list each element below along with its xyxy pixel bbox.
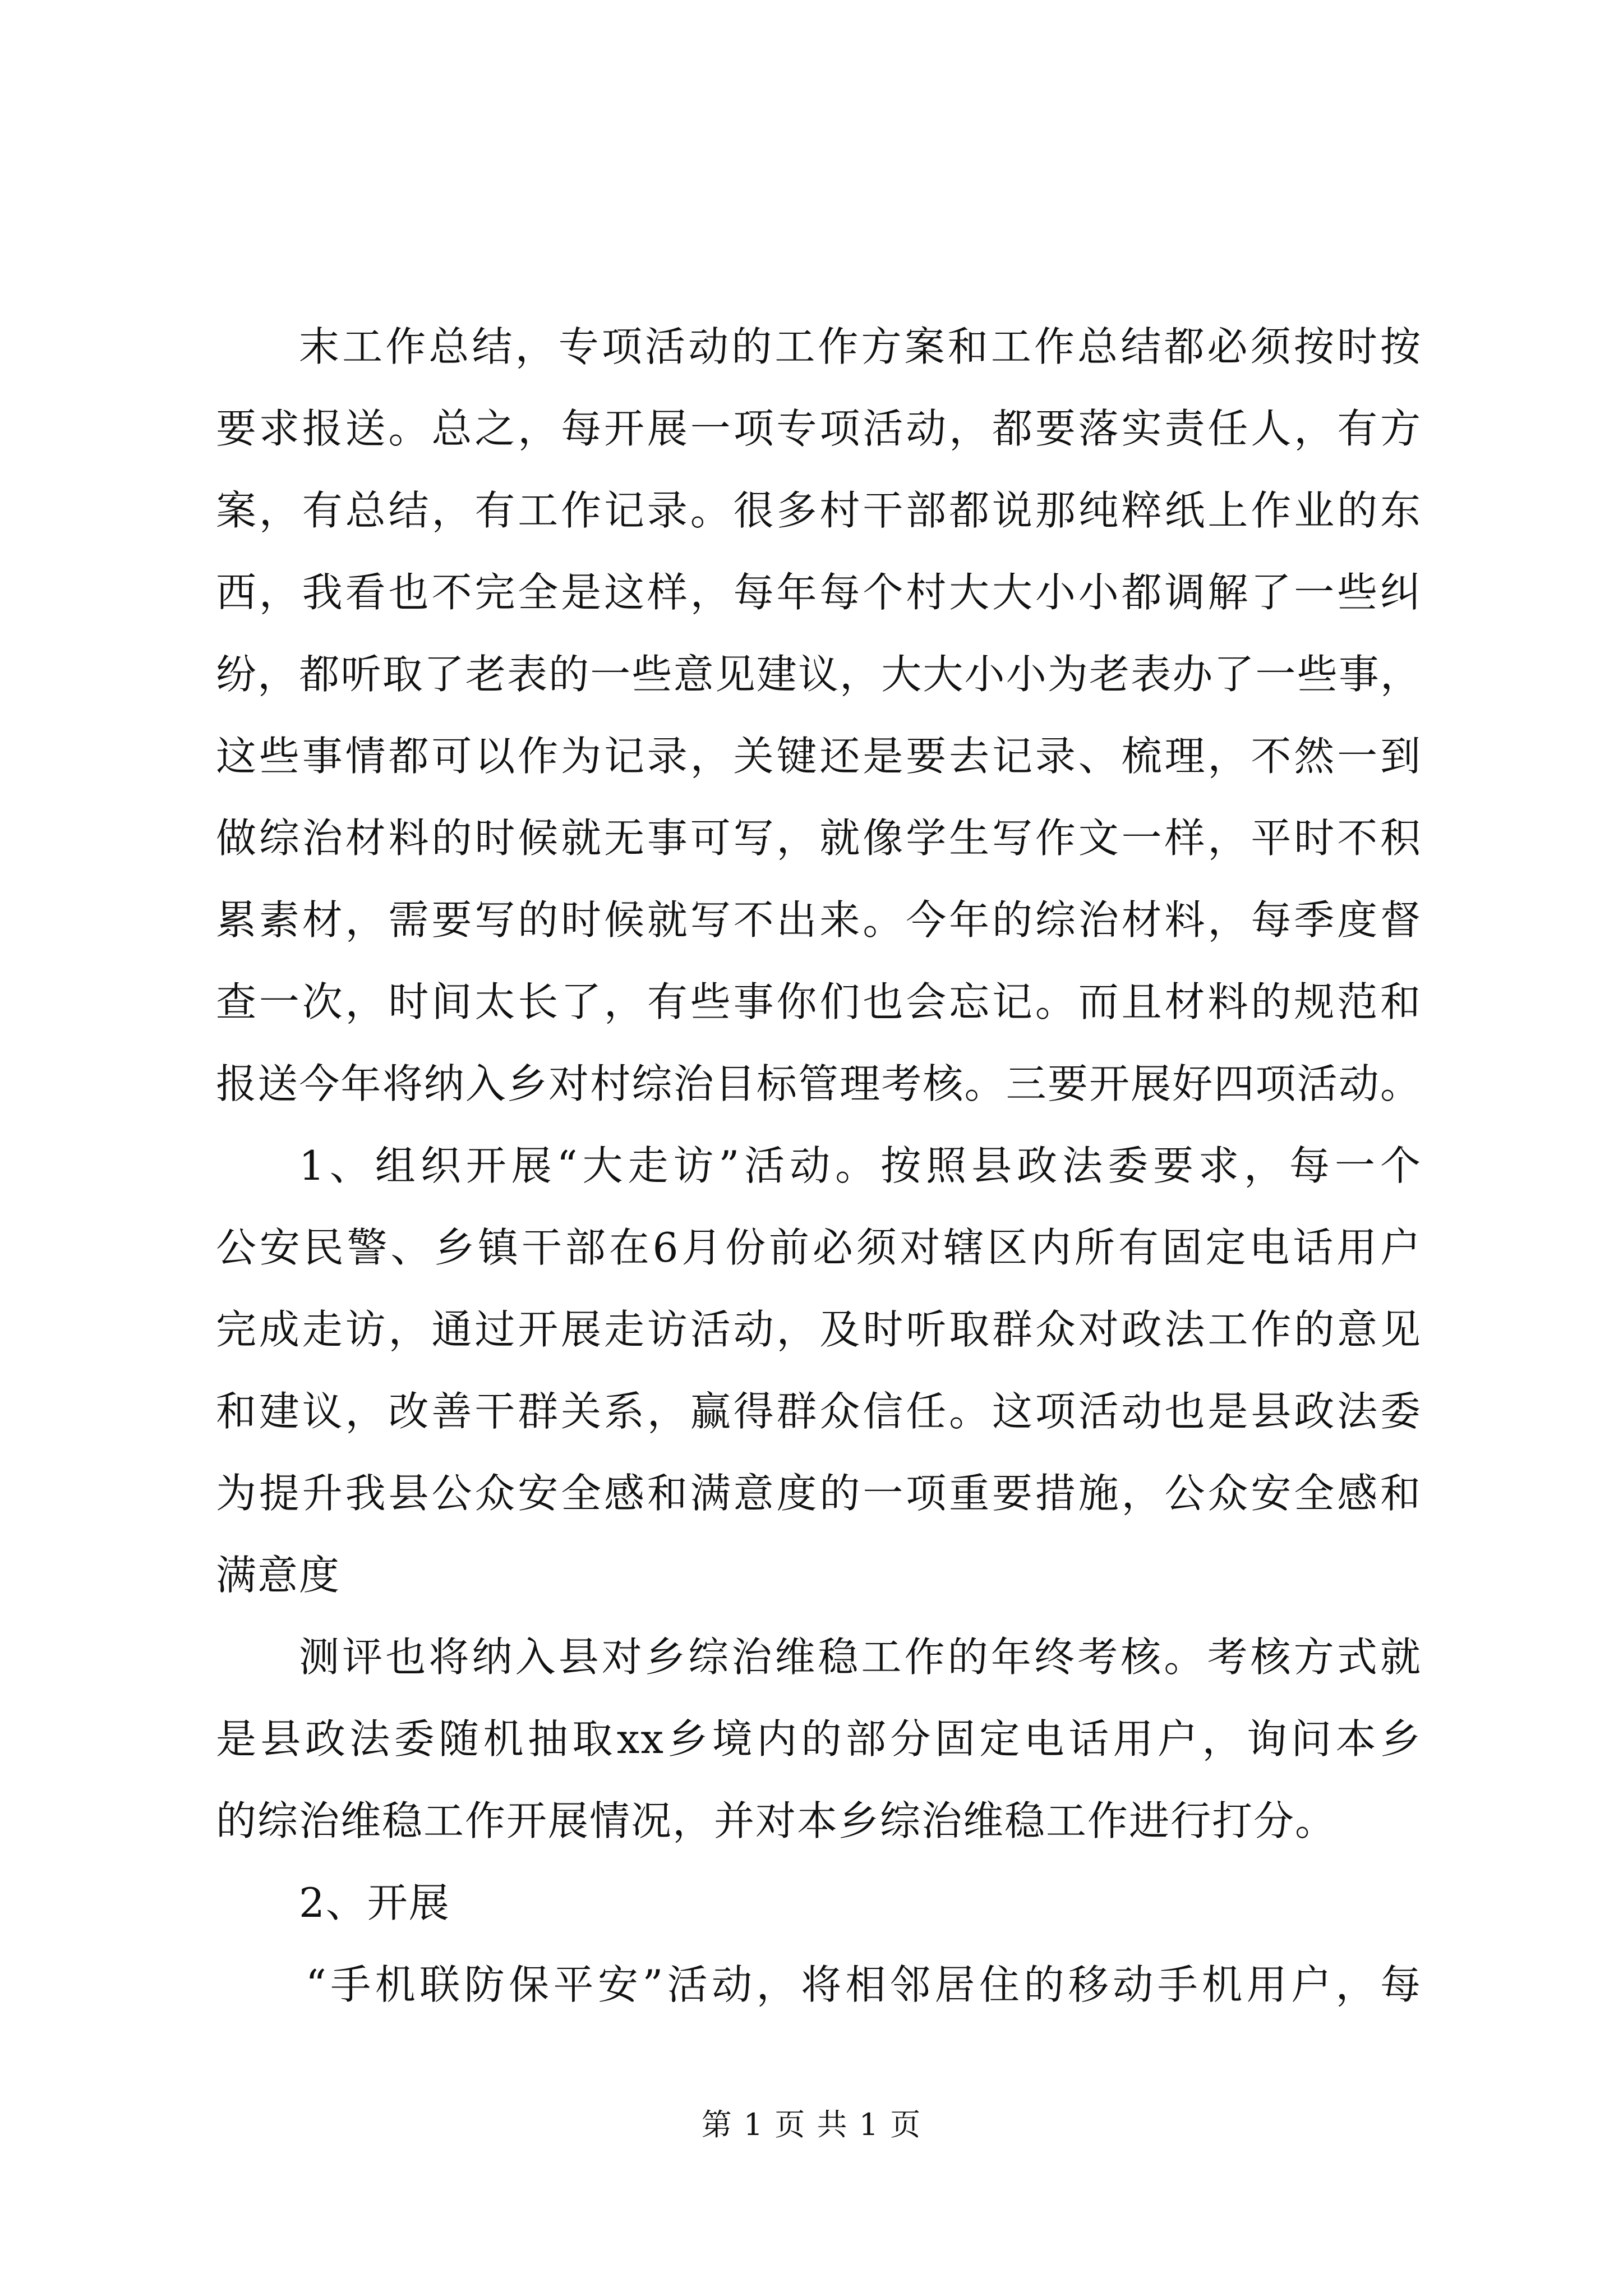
text-line: 报送今年将纳入乡对村综治目标管理考核。三要开展好四项活动。 bbox=[216, 1060, 1422, 1107]
text-line: 测评也将纳入县对乡综治维稳工作的年终考核。考核方式就 bbox=[299, 1634, 1422, 1681]
text-line: 纷，都听取了老表的一些意见建议，大大小小为老表办了一些事， bbox=[216, 651, 1422, 698]
text-line: 完成走访，通过开展走访活动，及时听取群众对政法工作的意见 bbox=[216, 1306, 1422, 1353]
text-line: 案，有总结，有工作记录。很多村干部都说那纯粹纸上作业的东 bbox=[216, 487, 1422, 534]
text-line: 1、组织开展“大走访”活动。按照县政法委要求，每一个 bbox=[299, 1142, 1422, 1189]
text-line: 要求报送。总之，每开展一项专项活动，都要落实责任人，有方 bbox=[216, 405, 1422, 452]
text-line: 的综治维稳工作开展情况，并对本乡综治维稳工作进行打分。 bbox=[216, 1797, 1337, 1844]
text-line: 满意度 bbox=[216, 1552, 341, 1599]
document-body bbox=[216, 306, 1422, 2026]
text-line: 做综治材料的时候就无事可写，就像学生写作文一样，平时不积 bbox=[216, 815, 1422, 862]
text-line: 是县政法委随机抽取xx乡境内的部分固定电话用户，询问本乡 bbox=[216, 1715, 1422, 1763]
text-line: 西，我看也不完全是这样，每年每个村大大小小都调解了一些纠 bbox=[216, 569, 1422, 616]
text-line: 为提升我县公众安全感和满意度的一项重要措施，公众安全感和 bbox=[216, 1470, 1422, 1517]
text-line: 末工作总结，专项活动的工作方案和工作总结都必须按时按 bbox=[299, 323, 1422, 370]
text-line: 累素材，需要写的时候就写不出来。今年的综治材料，每季度督 bbox=[216, 896, 1422, 944]
text-line: 这些事情都可以作为记录，关键还是要去记录、梳理，不然一到 bbox=[216, 733, 1422, 780]
text-line: 和建议，改善干群关系，赢得群众信任。这项活动也是县政法委 bbox=[216, 1388, 1422, 1435]
text-line: 2、开展 bbox=[299, 1879, 450, 1926]
text-line: 查一次，时间太长了，有些事你们也会忘记。而且材料的规范和 bbox=[216, 978, 1422, 1025]
text-line: “手机联防保平安”活动，将相邻居住的移动手机用户，每 bbox=[306, 1961, 1422, 2008]
page-number-footer: 第 1 页 共 1 页 bbox=[701, 2107, 922, 2142]
text-line: 公安民警、乡镇干部在6月份前必须对辖区内所有固定电话用户 bbox=[216, 1224, 1422, 1271]
